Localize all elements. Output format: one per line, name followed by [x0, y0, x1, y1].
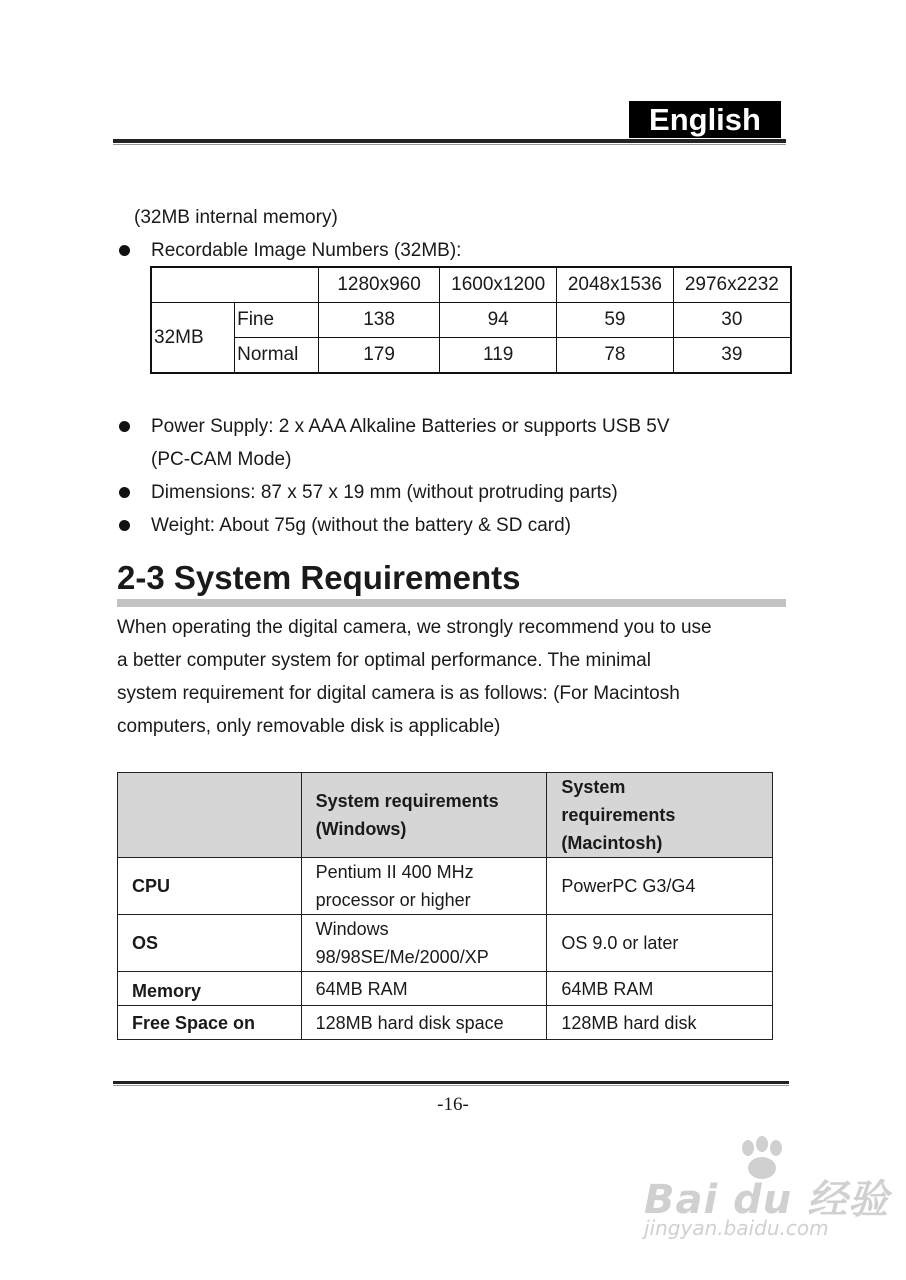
bullet-icon	[119, 421, 130, 432]
watermark-brand: Bai du 经验	[644, 1177, 890, 1223]
count-cell: 94	[440, 303, 557, 338]
bullet-icon	[119, 520, 130, 531]
mac-header-line: requirements	[561, 805, 676, 825]
row-label: OS	[118, 915, 302, 972]
count-cell: 78	[557, 338, 674, 374]
mac-header	[547, 773, 773, 858]
bullet-power-cont: (PC-CAM Mode)	[151, 449, 292, 470]
header-rule-thin	[113, 144, 786, 145]
windows-header-line: (Windows)	[315, 819, 407, 839]
bullet-icon	[119, 487, 130, 498]
table-row	[118, 1006, 773, 1040]
table-header-row	[118, 773, 773, 858]
windows-cell	[301, 858, 547, 915]
header-rule	[113, 139, 786, 143]
windows-cell	[301, 915, 547, 972]
table-header-row	[151, 267, 791, 303]
footer-rule-thin	[113, 1085, 789, 1086]
windows-cell-line: 98/98SE/Me/2000/XP	[315, 947, 489, 967]
intro-line: When operating the digital camera, we strongly recommend you to use	[117, 617, 712, 638]
table-row	[151, 338, 791, 374]
bullet-dimensions: Dimensions: 87 x 57 x 19 mm (without protruding parts)	[151, 482, 618, 503]
row-label: CPU	[118, 858, 302, 915]
empty-header-cell	[151, 267, 318, 303]
page-number: -16-	[437, 1094, 469, 1115]
resolution-header: 2976x2232	[673, 267, 791, 303]
footer-rule	[113, 1081, 789, 1084]
bullet-recordable: Recordable Image Numbers (32MB):	[151, 240, 462, 261]
windows-cell-line: Windows	[315, 919, 389, 939]
system-requirements-table	[117, 772, 773, 1040]
row-label: Memory	[118, 972, 302, 1006]
count-cell: 39	[673, 338, 791, 374]
mac-cell: 64MB RAM	[547, 972, 773, 1006]
mac-cell: 128MB hard disk	[547, 1006, 773, 1040]
mac-header-line: (Macintosh)	[561, 833, 663, 853]
recordable-images-table	[150, 266, 792, 374]
bullet-power: Power Supply: 2 x AAA Alkaline Batteries or supports USB 5V	[151, 416, 670, 437]
count-cell: 179	[318, 338, 440, 374]
intro-line: a better computer system for optimal performance. The minimal	[117, 650, 651, 671]
count-cell: 59	[557, 303, 674, 338]
resolution-header: 1600x1200	[440, 267, 557, 303]
watermark-url: jingyan.baidu.com	[644, 1216, 829, 1240]
intro-line: computers, only removable disk is applicable)	[117, 716, 501, 737]
empty-header-cell	[118, 773, 302, 858]
table-row	[118, 858, 773, 915]
table-row	[118, 915, 773, 972]
table-row	[118, 972, 773, 1006]
row-label: Free Space on	[118, 1006, 302, 1040]
count-cell: 138	[318, 303, 440, 338]
windows-cell: 64MB RAM	[301, 972, 547, 1006]
table-row	[151, 303, 791, 338]
resolution-header: 1280x960	[318, 267, 440, 303]
intro-line: system requirement for digital camera is as follows: (For Macintosh	[117, 683, 680, 704]
memory-note: (32MB internal memory)	[134, 207, 338, 228]
resolution-header: 2048x1536	[557, 267, 674, 303]
quality-label: Normal	[235, 338, 319, 374]
language-badge: English	[629, 101, 781, 138]
bullet-icon	[119, 245, 130, 256]
windows-header	[301, 773, 547, 858]
windows-cell-line: processor or higher	[315, 890, 471, 910]
mac-header-line: System	[561, 777, 626, 797]
quality-label: Fine	[235, 303, 319, 338]
section-title-rule	[117, 599, 786, 607]
section-title: 2-3 System Requirements	[117, 559, 521, 596]
count-cell: 119	[440, 338, 557, 374]
memory-group-label: 32MB	[151, 303, 235, 374]
bullet-weight: Weight: About 75g (without the battery & SD card)	[151, 515, 571, 536]
count-cell: 30	[673, 303, 791, 338]
windows-header-line: System requirements	[315, 791, 499, 811]
windows-cell: 128MB hard disk space	[301, 1006, 547, 1040]
mac-cell: OS 9.0 or later	[547, 915, 773, 972]
mac-cell: PowerPC G3/G4	[547, 858, 773, 915]
windows-cell-line: Pentium II 400 MHz	[315, 862, 474, 882]
